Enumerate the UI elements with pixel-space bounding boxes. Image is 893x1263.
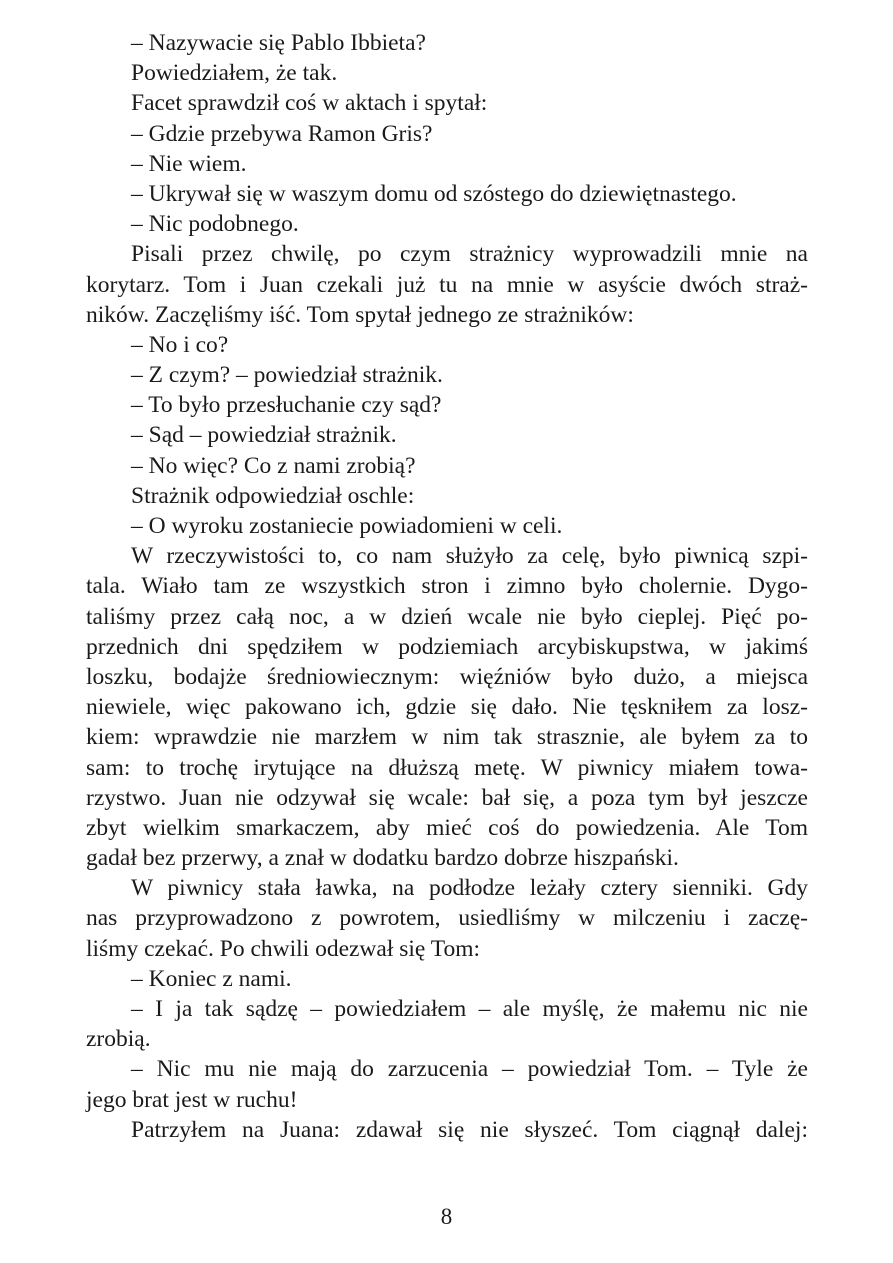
text-line: – Ukrywał się w waszym domu od szóstego do dziewiętnastego. — [131, 180, 737, 207]
body-text — [86, 28, 808, 1145]
text-line: tala. Wiało tam ze wszystkich stron i zimno było cholernie. Dygo- — [86, 573, 808, 600]
text-line: – Nic mu nie mają do zarzucenia – powiedział Tom. – Tyle że — [131, 1056, 808, 1083]
text-line: – Gdzie przebywa Ramon Gris? — [131, 120, 433, 147]
text-line: Patrzyłem na Juana: zdawał się nie słyszeć. Tom ciągnął dalej: — [131, 1116, 808, 1143]
text-line: – To było przesłuchanie czy sąd? — [131, 392, 442, 419]
text-line: rzystwo. Juan nie odzywał się wcale: bał się, a poza tym był jeszcze — [86, 784, 808, 811]
text-line: W piwnicy stała ławka, na podłodze leżały cztery sienniki. Gdy — [131, 875, 808, 902]
text-line: nas przyprowadzono z powrotem, usiedliśmy w milczeniu i zaczę- — [86, 905, 808, 932]
text-line: niewiele, więc pakowano ich, gdzie się dało. Nie tęskniłem za losz- — [86, 694, 808, 721]
text-line: taliśmy przez całą noc, a w dzień wcale nie było cieplej. Pięć po- — [86, 603, 808, 630]
text-line: – Z czym? – powiedział strażnik. — [131, 362, 443, 389]
text-line: – No i co? — [131, 331, 229, 358]
text-line: korytarz. Tom i Juan czekali już tu na mnie w asyście dwóch straż- — [86, 271, 808, 298]
text-line: W rzeczywistości to, co nam służyło za celę, było piwnicą szpi- — [131, 543, 808, 570]
text-line: jego brat jest w ruchu! — [86, 1086, 298, 1113]
text-line: gadał bez przerwy, a znał w dodatku bardzo dobrze hiszpański. — [86, 845, 679, 872]
text-line: Powiedziałem, że tak. — [131, 60, 338, 87]
text-line: liśmy czekać. Po chwili odezwał się Tom: — [86, 935, 481, 962]
text-line: Pisali przez chwilę, po czym strażnicy wyprowadzili mnie na — [131, 241, 808, 268]
text-line: przednich dni spędziłem w podziemiach arcybiskupstwa, w jakimś — [86, 633, 808, 660]
text-line: – No więc? Co z nami zrobią? — [131, 452, 416, 479]
text-line: – I ja tak sądzę – powiedziałem – ale myślę, że małemu nic nie — [131, 996, 808, 1022]
text-line: – Sąd – powiedział strażnik. — [131, 422, 397, 449]
text-line: loszku, bodajże średniowiecznym: więźniów było dużo, a miejsca — [86, 663, 808, 690]
text-line: ników. Zaczęliśmy iść. Tom spytał jednego ze strażników: — [86, 301, 634, 328]
text-line: – Nie wiem. — [131, 150, 247, 177]
text-line: Facet sprawdził coś w aktach i spytał: — [131, 90, 488, 117]
text-line: sam: to trochę irytujące na dłuższą metę. W piwnicy miałem towa- — [86, 754, 808, 781]
text-line: Strażnik odpowiedział oschle: — [131, 482, 415, 509]
text-line: – Koniec z nami. — [131, 965, 292, 992]
page-number: 8 — [440, 1204, 453, 1229]
text-line: kiem: wprawdzie nie marzłem w nim tak strasznie, ale byłem za to — [86, 724, 808, 751]
text-line: zrobią. — [86, 1026, 151, 1053]
text-line: – Nic podobnego. — [131, 211, 299, 238]
text-line: – Nazywacie się Pablo Ibbieta? — [131, 30, 426, 56]
text-line: – O wyroku zostaniecie powiadomieni w celi. — [131, 513, 563, 539]
text-line: zbyt wielkim smarkaczem, aby mieć coś do powiedzenia. Ale Tom — [86, 814, 808, 841]
